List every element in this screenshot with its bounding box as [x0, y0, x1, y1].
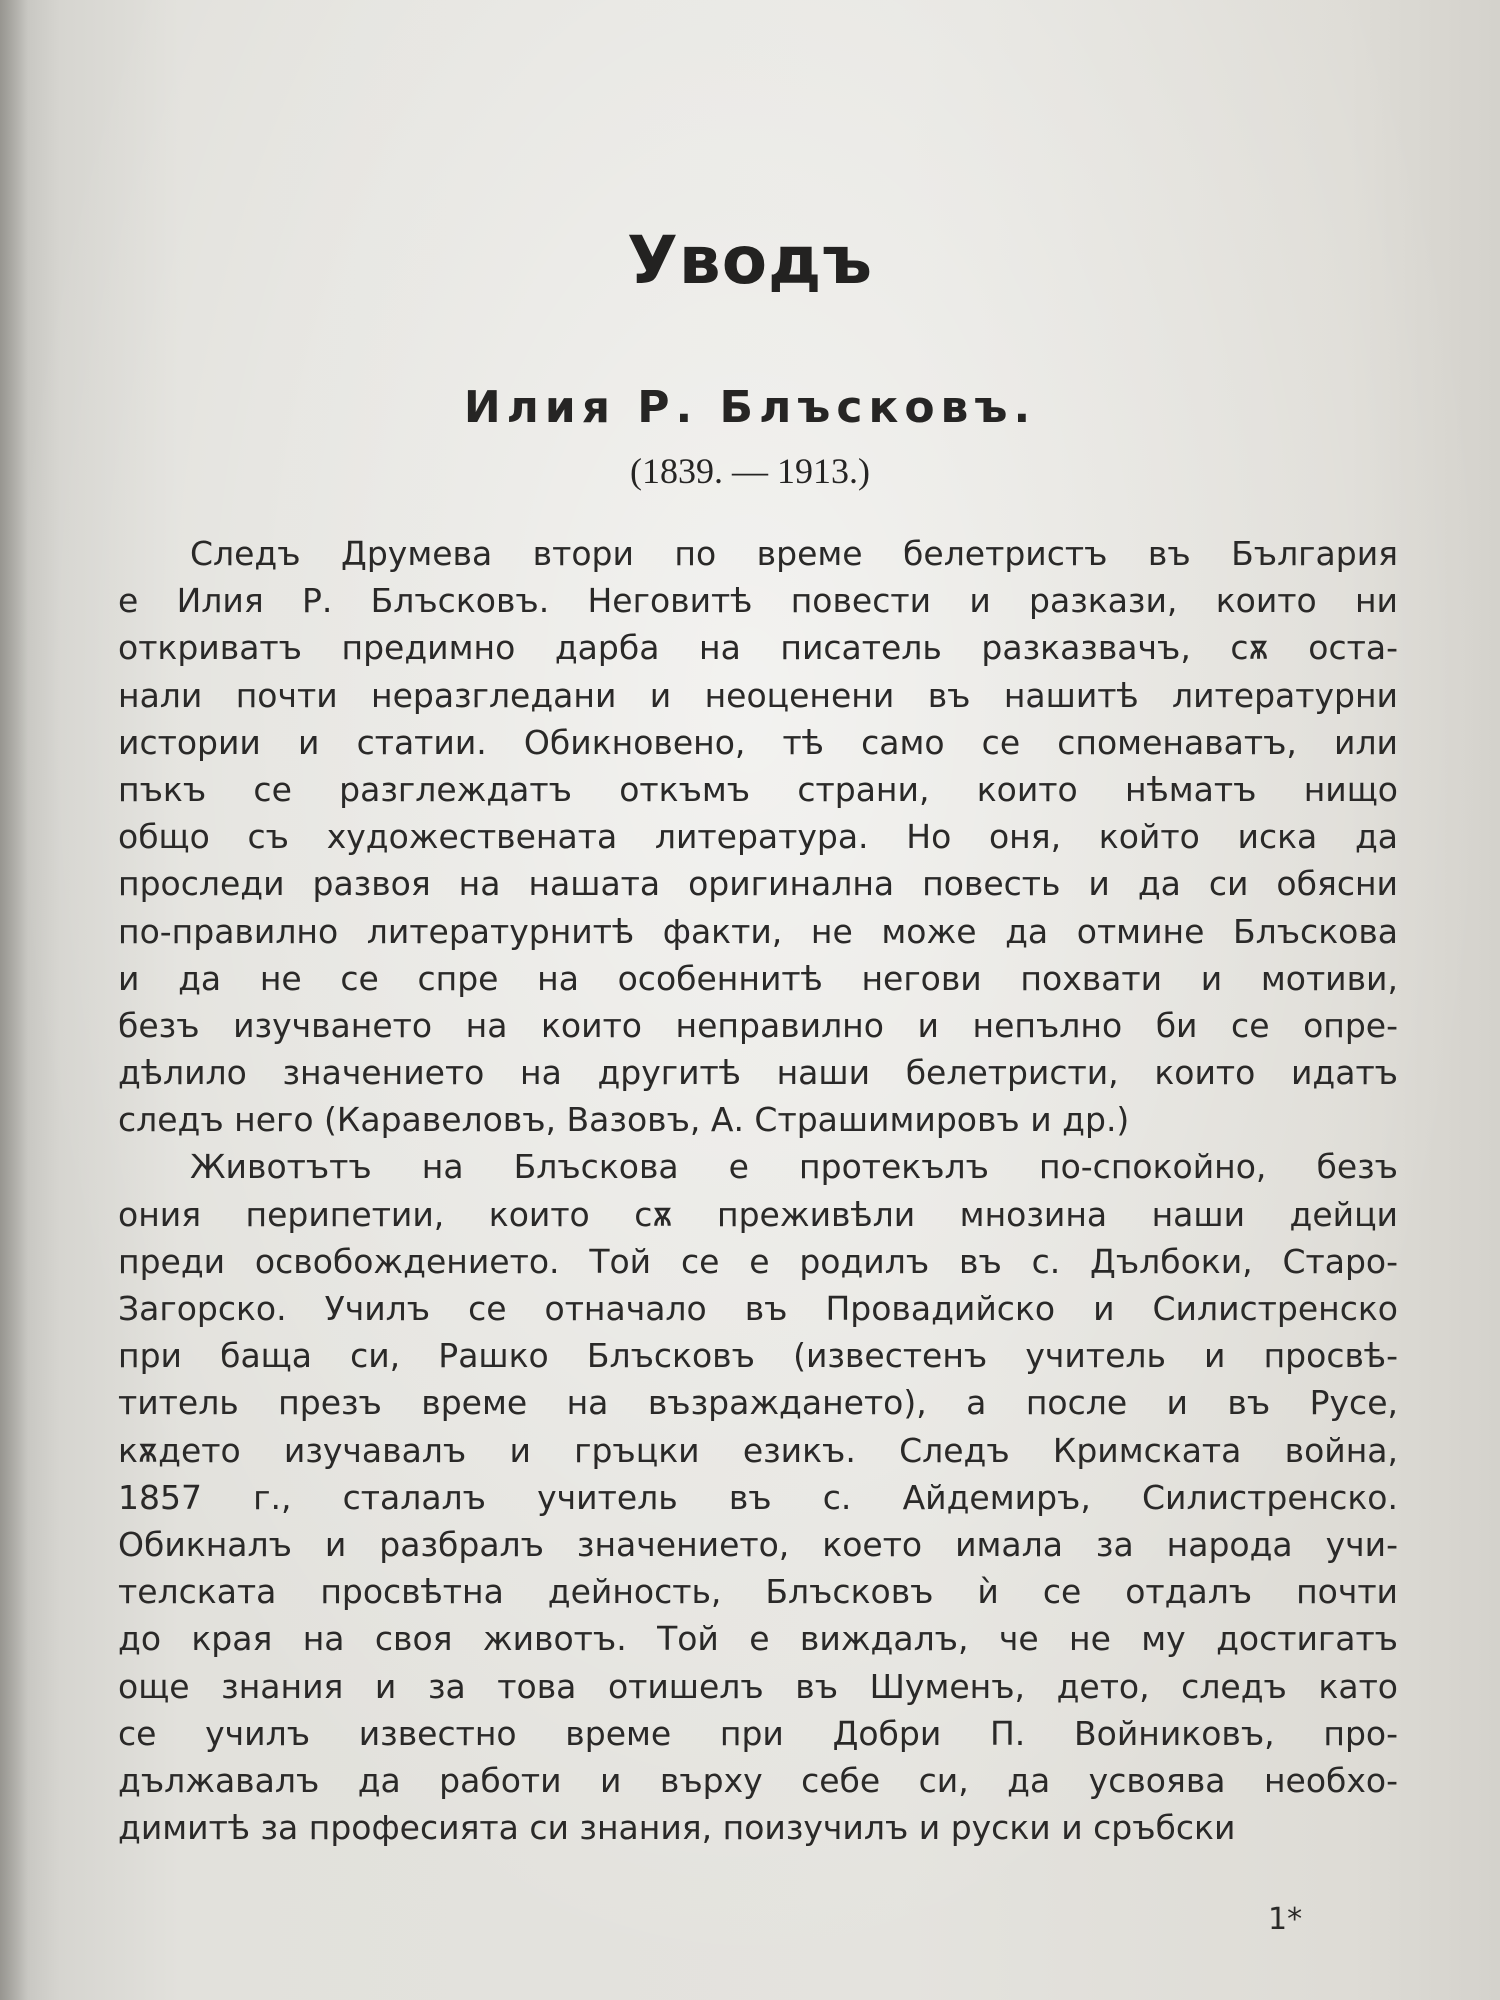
text-line: следъ него (Каравеловъ, Вазовъ, А. Страшимировъ и др.) [118, 1100, 1130, 1140]
text-line: по-правилно литературнитѣ факти, не може да отмине Блъскова [118, 911, 1398, 951]
text-line: ония перипетии, които сѫ преживѣли мнозина наши дейци [118, 1194, 1398, 1234]
text-line: се училъ известно време при Добри П. Войниковъ, про- [118, 1713, 1398, 1753]
text-line: при баща си, Рашко Блъсковъ (известенъ учитель и просвѣ- [118, 1336, 1398, 1376]
paragraph [118, 530, 1398, 1143]
text-line: безъ изучването на които неправилно и непълно би се опре- [118, 1005, 1398, 1045]
page-number: 1* [1268, 1902, 1303, 1937]
text-line: Обикналъ и разбралъ значението, което имала за народа учи- [118, 1524, 1398, 1564]
life-dates: (1839. — 1913.) [630, 451, 870, 491]
text-line: титель презъ време на възраждането), а после и въ Русе, [118, 1383, 1398, 1423]
text-line: нали почти неразгледани и неоценени въ нашитѣ литературни [118, 675, 1398, 715]
text-line: до края на своя животъ. Той е виждалъ, че не му достигатъ [118, 1619, 1398, 1659]
text-line: откриватъ предимно дарба на писатель разказвачъ, сѫ оста- [118, 628, 1398, 668]
chapter-title: Уводъ [627, 222, 873, 299]
text-line: преди освобождението. Той се е родилъ въ с. Дълбоки, Старо- [118, 1241, 1398, 1281]
text-line: Следъ Друмева втори по време белетристъ въ България [190, 534, 1398, 573]
text-line: пъкъ се разглеждатъ откъмъ страни, които нѣматъ нищо [118, 769, 1398, 809]
text-line: истории и статии. Обикновено, тѣ само се споменаватъ, или [118, 722, 1398, 762]
text-line: кѫдето изучавалъ и гръцки езикъ. Следъ Кримската война, [118, 1430, 1398, 1470]
text-line: и да не се спре на особеннитѣ негови похвати и мотиви, [118, 958, 1398, 998]
text-line: Животътъ на Блъскова е протекълъ по-спокойно, безъ [190, 1147, 1398, 1187]
text-line: общо съ художествената литература. Но оня, който иска да [118, 817, 1398, 857]
text-line: димитѣ за професията си знания, поизучилъ и руски и сръбски [118, 1808, 1236, 1848]
text-line: дължавалъ да работи и върху себе си, да усвоява необхо- [118, 1760, 1398, 1800]
page-binding-shadow [0, 0, 28, 2000]
text-line: телската просвѣтна дейность, Блъсковъ ѝ се отдалъ почти [118, 1572, 1398, 1612]
text-line: проследи развоя на нашата оригинална повесть и да си обясни [118, 864, 1398, 904]
text-line: още знания и за това отишелъ въ Шуменъ, дето, следъ като [118, 1666, 1398, 1706]
text-line: 1857 г., сталалъ учитель въ с. Айдемиръ, Силистренско. [118, 1477, 1398, 1517]
body-text [118, 530, 1398, 1851]
text-line: Загорско. Училъ се отначало въ Провадийско и Силистренско [118, 1289, 1398, 1328]
text-line: е Илия Р. Блъсковъ. Неговитѣ повести и разкази, които ни [118, 581, 1398, 621]
paragraph [118, 1143, 1398, 1851]
text-line: дѣлило значението на другитѣ наши белетристи, които идатъ [118, 1053, 1398, 1093]
section-title: Илия Р. Блъсковъ. [463, 382, 1037, 433]
